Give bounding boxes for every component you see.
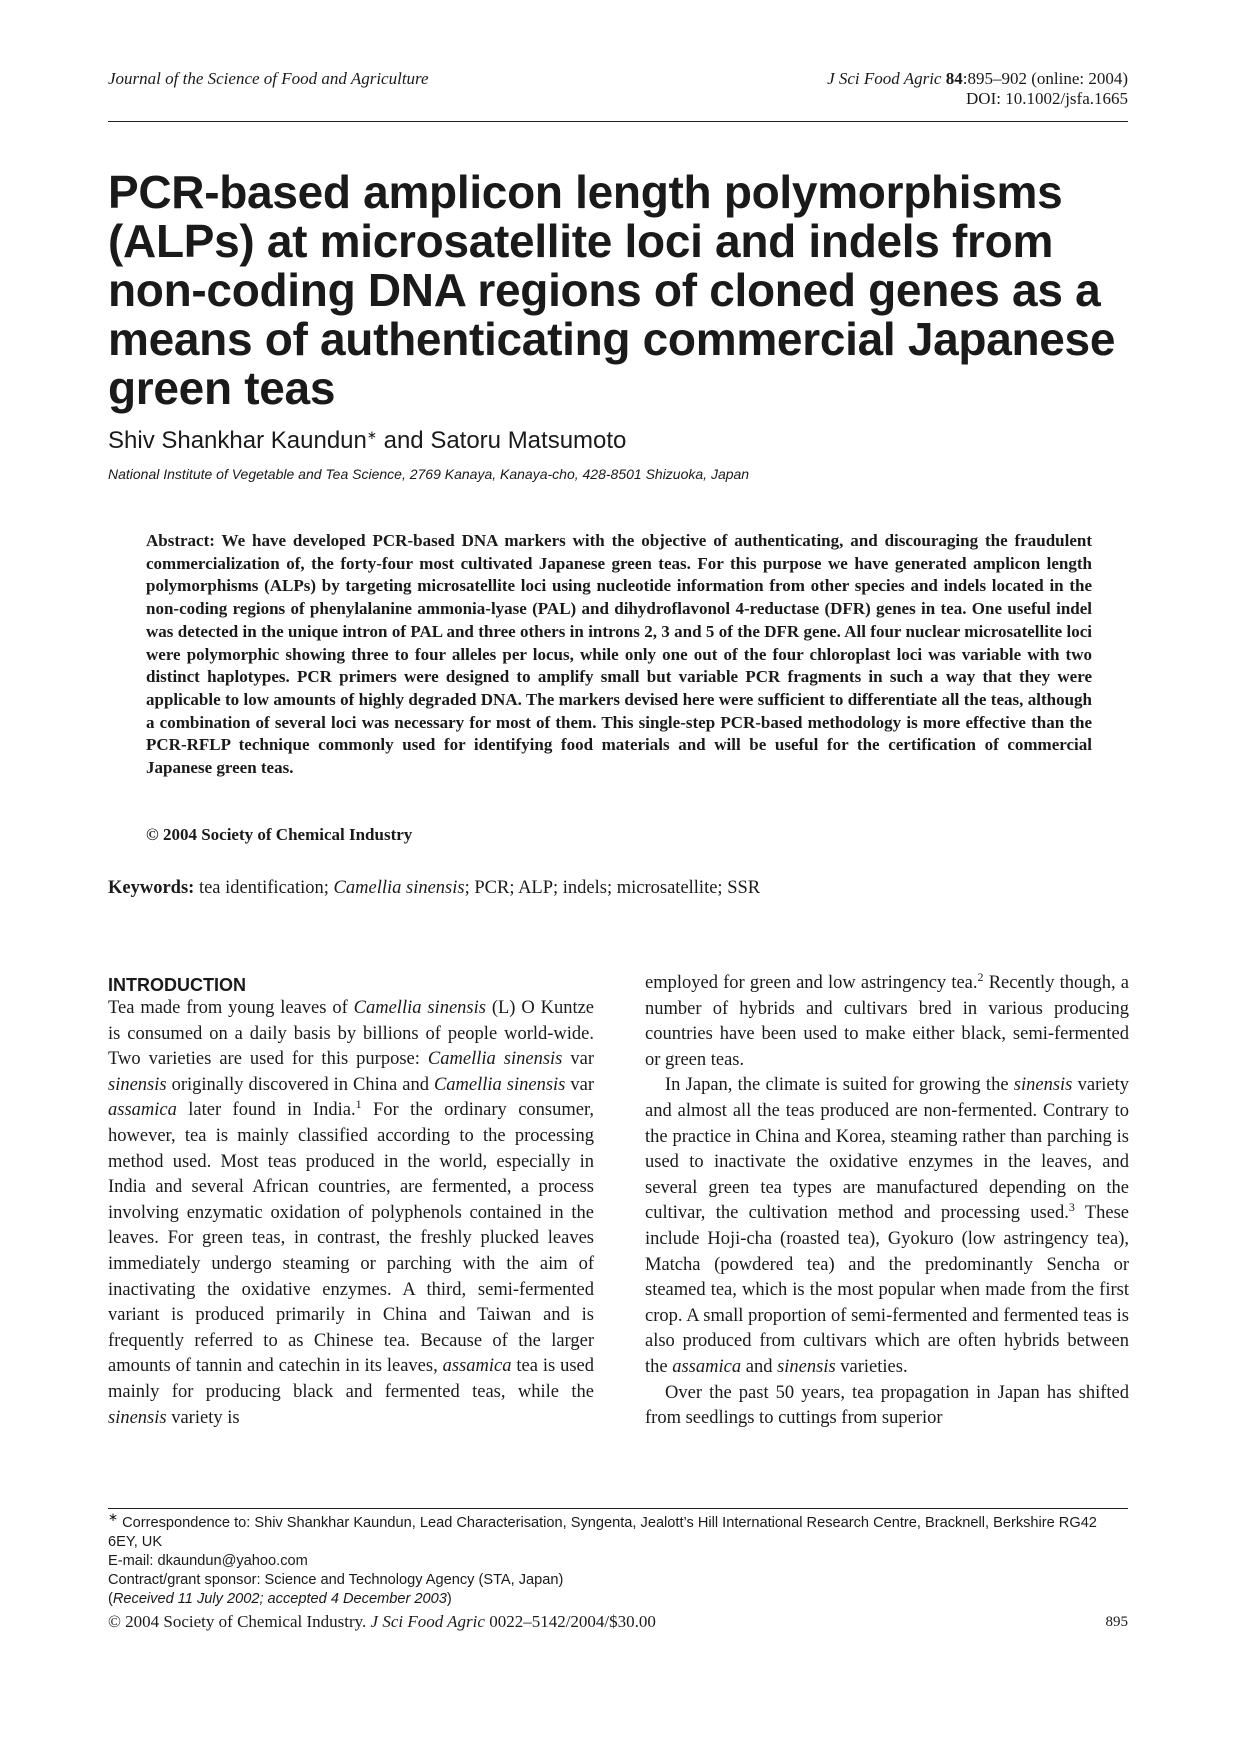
footnote-correspondence [108,1510,1128,1552]
keyword-3: ; PCR; ALP; indels; microsatellite; SSR [464,878,761,898]
intro-paragraph-2 [645,1073,1129,1380]
text-run: tea is used mainly for producing black and fermented teas, while the [108,1356,594,1402]
text-run: employed for green and low astringency tea. [645,973,978,993]
footnote-received [108,1590,1128,1609]
correspondence-text: Correspondence to: Shiv Shankhar Kaundun, Lead Characterisation, Syngenta, Jealott’s Hill International Research Centre, Bracknell, Berkshire RG42 6EY, UK [108,1515,1097,1550]
variety-name: sinensis [108,1074,167,1095]
running-header-journal: Journal of the Science of Food and Agriculture [108,69,429,88]
doi: DOI: 10.1002/jsfa.1665 [966,89,1128,108]
intro-paragraph-1-continued [645,971,1129,1073]
header-rule [108,121,1128,122]
author-2: Satoru Matsumoto [430,427,627,454]
abstract [146,530,1092,780]
intro-paragraph-3: Over the past 50 years, tea propagation in Japan has shifted from seedlings to cuttings from superior [645,1382,1129,1429]
footnote-email: E-mail: dkaundun@yahoo.com [108,1553,308,1569]
keywords [108,878,760,899]
author-1: Shiv Shankhar Kaundun [108,427,367,454]
reference-marker: 1 [355,1097,362,1112]
intro-paragraph-1 [108,996,594,1431]
author-line [108,427,626,455]
citation-volume: 84 [945,69,963,88]
text-run: For the ordinary consumer, however, tea is mainly classified according to the processing method used. Most teas produced in the world, especially in India and several African countries, are fermented, a process involving enzymatic oxidation of polyphenols contained in the leaves. For green teas, in contrast, the freshly plucked leaves immediately undergo steaming or parching with the aim of inactivating the oxidative enzymes. A third, semi-fermented variant is produced primarily in China and Taiwan and is frequently referred to as Chinese tea. Because of the larger amounts of tannin and catechin in its leaves, [108,1100,594,1377]
text-run: These include Hoji-cha (roasted tea), Gyokuro (low astringency tea), Matcha (powdered tea) and the predominantly Sencha or steamed tea, which is the most popular when made from the first crop. A small proportion of semi-fermented and fermented teas is also produced from cultivars which are often hybrids between the [645,1203,1129,1377]
abstract-text: We have developed PCR-based DNA markers with the objective of authenticating, and discouraging the fraudulent commercialization of, the forty-four most cultivated Japanese green teas. For this purpose we have generated amplicon length polymorphisms (ALPs) by targeting microsatellite loci using nucleotide information from other species and indels located in the non-coding regions of phenylalanine ammonia-lyase (PAL) and dihydroflavonol 4-reductase (DFR) genes in tea. One useful indel was detected in the unique intron of PAL and three others in introns 2, 3 and 5 of the DFR gene. All four nuclear microsatellite loci were polymorphic showing three to four alleles per locus, while only one out of the four chloroplast loci was variable with two distinct haplotypes. PCR primers were designed to amplify small but variable PCR fragments in such a way that they were applicable to low amounts of highly degraded DNA. The markers devised here were sufficient to differentiate all the teas, although a combination of several loci was necessary for most of them. This single-step PCR-based methodology is more effective than the PCR-RFLP technique commonly used for identifying food materials and will be useful for the certification of commercial Japanese green teas. [146,531,1092,778]
footnote-mark: ∗ [108,1510,119,1525]
article-title: PCR-based amplicon length polymorphisms (ALPs) at microsatellite loci and indels from non-coding DNA regions of cloned genes as a means of authenticating commercial Japanese green teas [108,166,1116,414]
author-separator: and [376,427,431,454]
variety-name: assamica [442,1356,512,1377]
text-run: varieties. [835,1356,908,1377]
citation-pages: :895–902 (online: 2004) [962,69,1128,88]
text-run: In Japan, the climate is suited for growing the [665,1075,1014,1096]
keyword-2: Camellia sinensis [333,878,465,898]
footnote-rule [108,1508,1128,1509]
footnote-sponsor: Contract/grant sponsor: Science and Technology Agency (STA, Japan) [108,1572,564,1588]
text-run: originally discovered in China and [166,1074,434,1095]
citation-line [827,69,1128,89]
keywords-label: Keywords: [108,878,195,898]
received-dates: Received 11 July 2002; accepted 4 December 2003 [112,1591,447,1607]
author-1-mark: ∗ [366,428,377,442]
variety-name: sinensis [108,1407,167,1428]
text-run: variety is [166,1407,240,1428]
variety-name: sinensis [777,1356,836,1377]
species-name: Camellia sinensis [427,1049,563,1070]
footer-copyright-text: © 2004 Society of Chemical Industry. [108,1612,371,1631]
keyword-1: tea identification; [194,878,334,898]
footnotes [108,1510,1128,1609]
footer-journal: J Sci Food Agric [370,1612,485,1631]
body-column-right [645,971,1129,1432]
text-run: var [565,1074,594,1095]
paren-open: ( [108,1591,113,1607]
text-run: var [562,1049,594,1070]
variety-name: assamica [108,1100,177,1121]
variety-name: sinensis [1013,1075,1073,1096]
paren-close: ) [446,1591,452,1607]
running-header-citation [827,69,1128,109]
affiliation: National Institute of Vegetable and Tea Science, 2769 Kanaya, Kanaya-cho, 428-8501 Shizuoka, Japan [108,466,750,482]
citation-journal: J Sci Food Agric [827,69,942,88]
footer-issn: 0022–5142/2004/$30.00 [484,1612,656,1631]
text-run: Tea made from young leaves of [108,998,354,1018]
text-run: variety and almost all the teas produced are non-fermented. Contrary to the practice in China and Korea, steaming rather than parching is used to inactivate the oxidative enzymes in the leaves, and several green tea types are manufactured depending on the cultivar, the cultivation method and processing used. [645,1075,1129,1224]
footer-copyright [108,1612,656,1632]
species-name: Camellia sinensis [353,998,486,1018]
variety-name: assamica [672,1356,742,1377]
abstract-copyright: © 2004 Society of Chemical Industry [146,825,413,844]
page-number: 895 [1105,1614,1128,1630]
text-run: and [741,1356,778,1377]
section-heading-introduction: INTRODUCTION [108,975,246,995]
abstract-label: Abstract: [146,531,215,550]
reference-marker: 2 [977,969,984,984]
species-name: Camellia sinensis [433,1074,566,1095]
text-run: (L) O Kuntze is consumed on a daily basis by billions of people world-wide. Two varieties are used for this purpose: [108,998,595,1070]
reference-marker: 3 [1068,1200,1075,1215]
text-run: later found in India. [176,1100,356,1121]
text-run: Recently though, a number of hybrids and cultivars bred in various producing countries have been used to make either black, semi-fermented or green teas. [645,973,1130,1070]
